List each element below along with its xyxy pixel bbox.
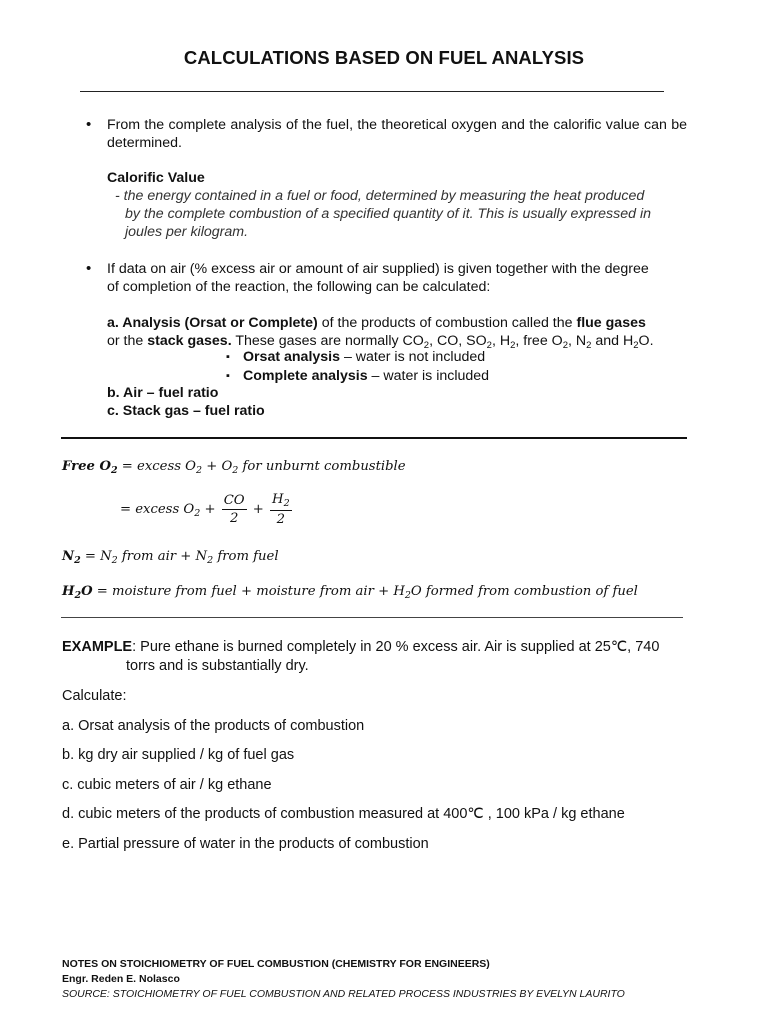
title-underline [80,91,664,92]
bullet-2-line-2: of completion of the reaction, the following can be calculated: [107,279,491,295]
calorific-definition [115,187,687,241]
fraction-co-over-2: $\frac{CO}{2}$ [223,493,245,526]
flue-gases-term: flue gases [576,315,646,331]
orsat-analysis-item: Orsat analysis – water is not included [243,349,486,365]
footer-course-title: NOTES ON STOICHIOMETRY OF FUEL COMBUSTION (CHEMISTRY FOR ENGINEERS) [62,958,490,970]
item-a-line-2: or the stack gases. These gases are normally $CO_2$, CO, $SO_2$, $H_2$, free $O_2$, $N_2$ and $H_2O$. [107,333,654,351]
calorific-line-1: - the energy contained in a fuel or food, determined by measuring the heat produced [115,188,645,204]
example-paragraph [62,638,692,676]
stack-gases-term: stack gases. [147,333,232,349]
page-title: CALCULATIONS BASED ON FUEL ANALYSIS [183,47,585,68]
bullet-2-line-1: If data on air (% excess air or amount of air supplied) is given together with the degree [107,261,649,277]
fraction-h2-over-2: $\frac{H_2}{2}$ [272,492,290,527]
question-b: b. kg dry air supplied / kg of fuel gas [62,747,295,763]
calorific-line-3: joules per kilogram. [125,224,249,240]
calorific-heading: Calorific Value [107,170,205,186]
bullet-2-marker: • [86,260,92,277]
example-line-1: EXAMPLE: Pure ethane is burned completely in 20 % excess air. Air is supplied at 25℃, 740 [62,639,660,655]
bullet-2-text [107,260,687,296]
equation-divider [61,617,683,618]
complete-marker: ▪ [226,370,230,382]
item-a-line-1: a. Analysis (Orsat or Complete) of the products of combustion called the flue gases [107,315,646,331]
item-b: b. Air – fuel ratio [107,385,219,401]
footer-source: SOURCE: STOICHIOMETRY OF FUEL COMBUSTION AND RELATED PROCESS INDUSTRIES BY EVELYN LAURITO [62,988,625,1000]
equation-free-o2: Free $O_2$ = excess $O_2 + O_2$ for unburnt combustible [62,459,406,476]
example-line-2: torrs and is substantially dry. [126,658,309,674]
question-d: d. cubic meters of the products of combustion measured at 400℃ , 100 kPa / kg ethane [62,806,625,822]
section-divider [61,437,687,439]
orsat-marker: ▪ [226,351,230,363]
item-c: c. Stack gas – fuel ratio [107,403,265,419]
question-a: a. Orsat analysis of the products of combustion [62,718,365,734]
equation-free-o2-expanded: = excess $O_2$ + $\frac{CO}{2}$ + $\frac{H_2}{2}$ [120,492,290,527]
equation-n2: $N_2 = N_2$ from air + $N_2$ from fuel [62,549,279,566]
question-c: c. cubic meters of air / kg ethane [62,777,272,793]
complete-analysis-item: Complete analysis – water is included [243,368,490,384]
question-e: e. Partial pressure of water in the products of combustion [62,836,429,852]
equation-h2o: $H_2O$ = moisture from fuel + moisture from air + $H_2O$ formed from combustion of fuel [62,584,638,601]
calculate-label: Calculate: [62,688,127,704]
bullet-1-text: From the complete analysis of the fuel, the theoretical oxygen and the calorific value can be determined. [107,117,687,151]
bullet-1-marker: • [86,116,92,133]
footer-author: Engr. Reden E. Nolasco [62,973,180,985]
item-a-label: a. Analysis (Orsat or Complete) [107,315,318,331]
calorific-line-2: by the complete combustion of a specified quantity of it. This is usually expressed in [125,206,651,222]
example-label: EXAMPLE [62,639,133,655]
